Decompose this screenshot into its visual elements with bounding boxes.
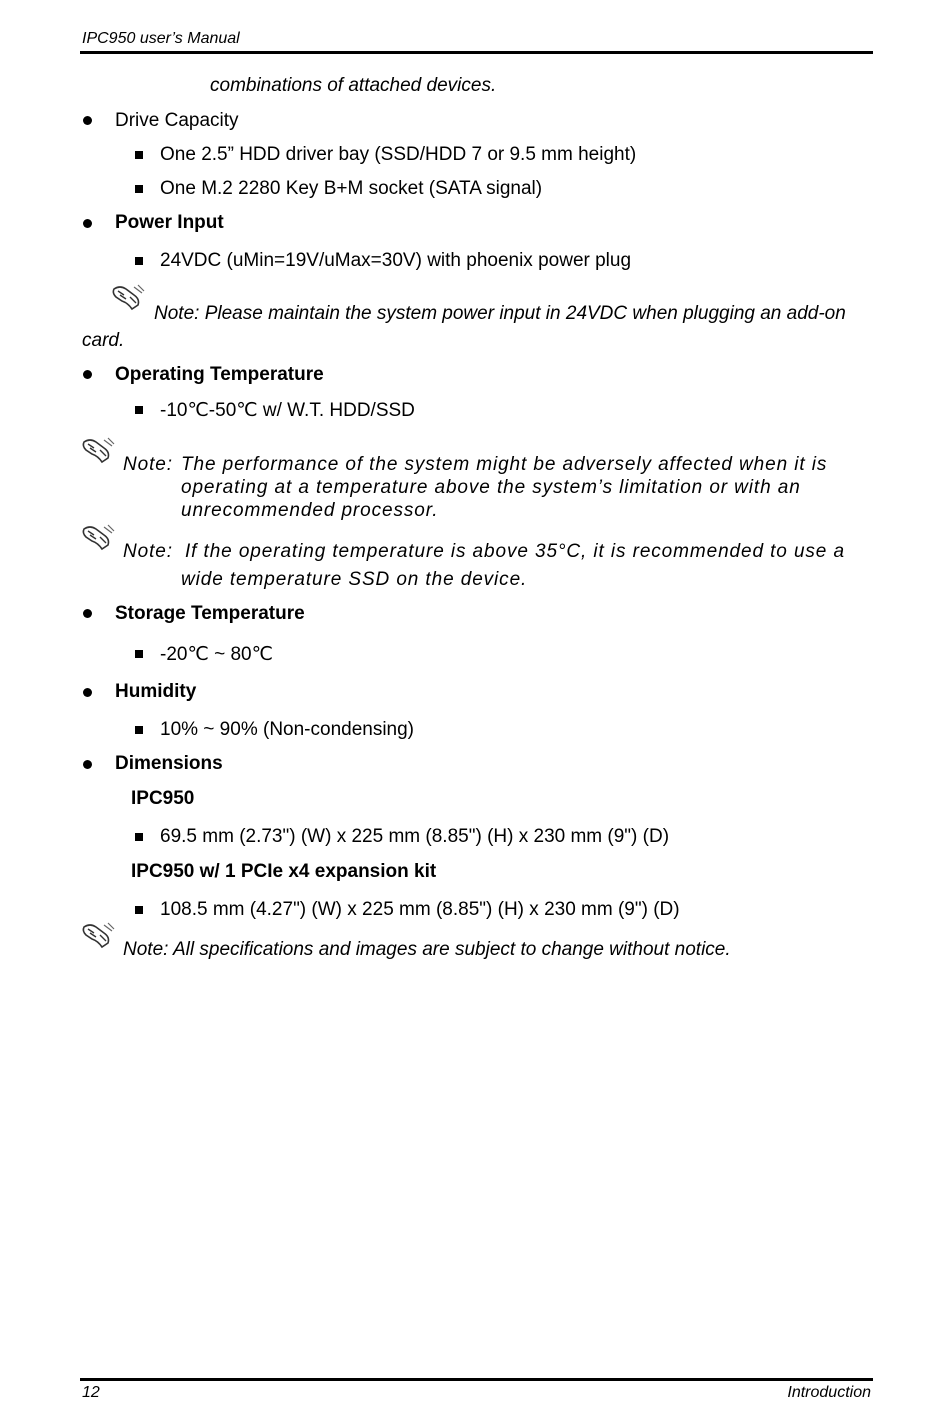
note-icon — [80, 523, 116, 553]
running-header: IPC950 user’s Manual — [82, 30, 240, 47]
humidity-item-1: 10% ~ 90% (Non-condensing) — [160, 719, 415, 740]
note-icon — [80, 921, 116, 951]
operating-note1-line2: operating at a temperature above the system’s limitation or with an — [181, 477, 801, 498]
bullet-dot — [83, 688, 92, 697]
note-icon — [110, 283, 146, 313]
power-note-line1: Note: Please maintain the system power input in 24VDC when plugging an add-on — [154, 303, 846, 324]
bullet-dot — [83, 116, 92, 125]
bullet-square — [135, 185, 143, 193]
drive-capacity-heading: Drive Capacity — [115, 110, 239, 131]
operating-temperature-heading: Operating Temperature — [115, 364, 324, 385]
operating-note1-line3: unrecommended processor. — [181, 500, 439, 521]
storage-item-1: -20℃ ~ 80℃ — [160, 644, 273, 665]
operating-note2-line1: If the operating temperature is above 35°C, it is recommended to use a — [185, 541, 845, 562]
operating-item-1: -10℃-50℃ w/ W.T. HDD/SSD — [160, 400, 415, 421]
bullet-dot — [83, 609, 92, 618]
bullet-square — [135, 257, 143, 265]
drive-item-2: One M.2 2280 Key B+M socket (SATA signal) — [160, 178, 543, 199]
power-item-1: 24VDC (uMin=19V/uMax=30V) with phoenix power plug — [160, 250, 632, 271]
dimensions-model1-item: 69.5 mm (2.73") (W) x 225 mm (8.85") (H) x 230 mm (9") (D) — [160, 826, 670, 847]
power-input-heading: Power Input — [115, 212, 224, 233]
dimensions-heading: Dimensions — [115, 753, 223, 774]
dimensions-model1: IPC950 — [131, 788, 195, 809]
drive-item-1: One 2.5” HDD driver bay (SSD/HDD 7 or 9.5 mm height) — [160, 144, 637, 165]
power-note-line2: card. — [82, 330, 125, 351]
bullet-dot — [83, 760, 92, 769]
bullet-square — [135, 906, 143, 914]
bullet-square — [135, 833, 143, 841]
header-rule — [80, 51, 873, 54]
storage-temperature-heading: Storage Temperature — [115, 603, 305, 624]
bullet-square — [135, 151, 143, 159]
note-icon — [80, 436, 116, 466]
continued-text: combinations of attached devices. — [210, 75, 497, 96]
section-name: Introduction — [787, 1384, 871, 1401]
operating-note2-line2: wide temperature SSD on the device. — [181, 569, 528, 590]
bullet-square — [135, 726, 143, 734]
footer-rule — [80, 1378, 873, 1381]
page-number: 12 — [82, 1384, 100, 1401]
bullet-dot — [83, 219, 92, 228]
dimensions-model2: IPC950 w/ 1 PCIe x4 expansion kit — [131, 861, 437, 882]
operating-note2-label: Note: — [123, 541, 173, 562]
bullet-square — [135, 650, 143, 658]
operating-note1-line1: The performance of the system might be adversely affected when it is — [181, 454, 828, 475]
dimensions-model2-item: 108.5 mm (4.27") (W) x 225 mm (8.85") (H) x 230 mm (9") (D) — [160, 899, 680, 920]
operating-note1-label: Note: — [123, 454, 173, 475]
bullet-dot — [83, 370, 92, 379]
bullet-square — [135, 406, 143, 414]
final-note: Note: All specifications and images are subject to change without notice. — [123, 939, 731, 960]
humidity-heading: Humidity — [115, 681, 197, 702]
